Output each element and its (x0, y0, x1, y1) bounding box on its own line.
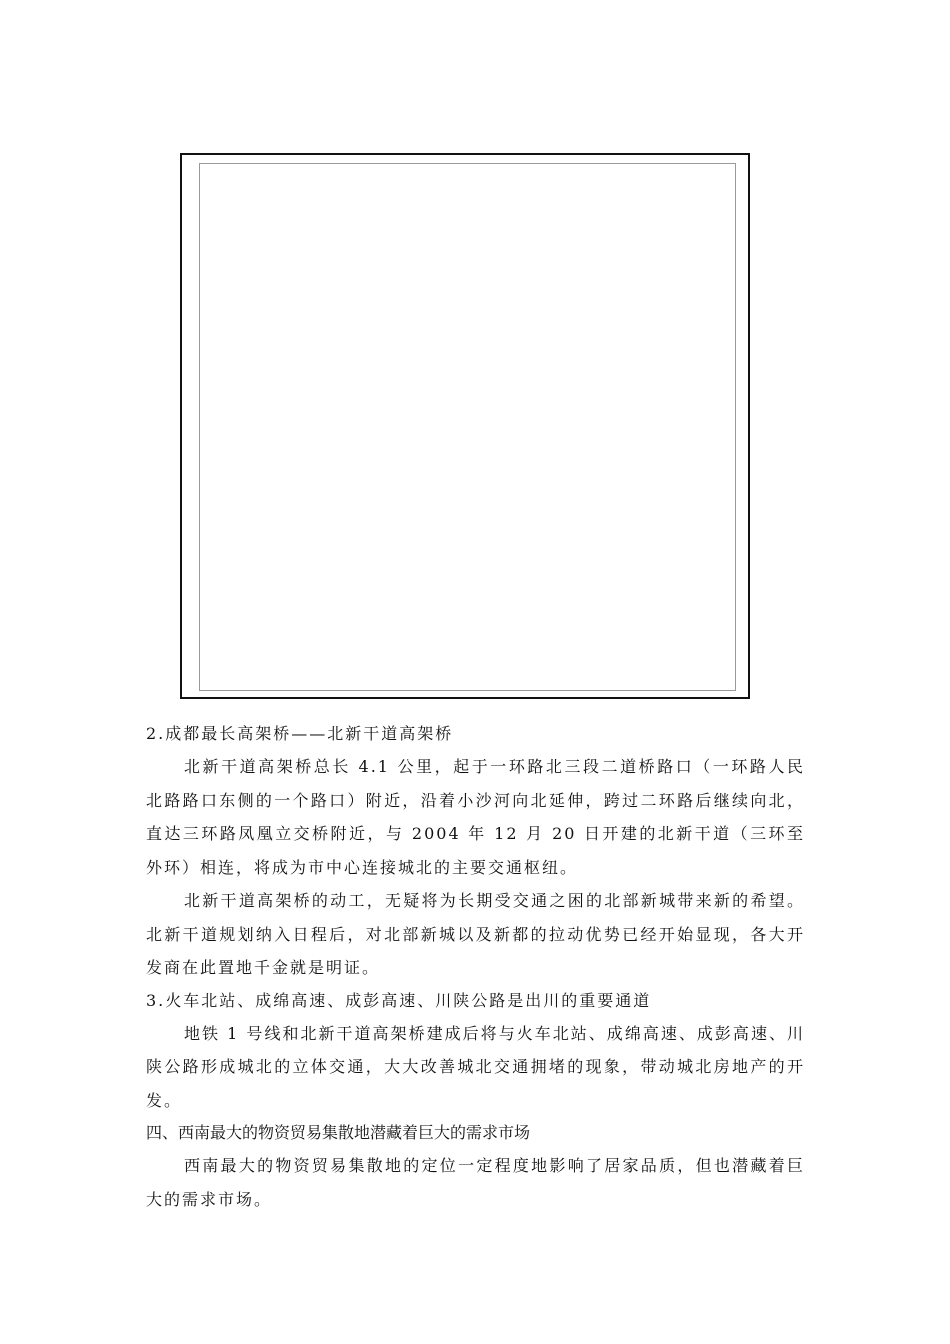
paragraph-2a: 北新干道高架桥总长 4.1 公里，起于一环路北三段二道桥路口（一环路人民北路路口东侧的一个路口）附近，沿着小沙河向北延伸，跨过二环路后继续向北，直达三环路凤凰立交桥附近，与 2004 年 12 月 20 日开建的北新干道（三环至外环）相连，将成为市中心连接城北的主要交通枢纽。 (146, 757, 805, 877)
paragraph-4: 西南最大的物资贸易集散地的定位一定程度地影响了居家品质，但也潜藏着巨大的需求市场。 (146, 1156, 805, 1209)
figure-placeholder (199, 163, 736, 691)
section-heading-3: 3.火车北站、成绵高速、成彭高速、川陕公路是出川的重要通道 (146, 990, 652, 1010)
figure-frame (180, 153, 750, 699)
section-heading-2: 2.成都最长高架桥——北新干道高架桥 (146, 724, 454, 743)
paragraph-3: 地铁 1 号线和北新干道高架桥建成后将与火车北站、成绵高速、成彭高速、川陕公路形成城北的立体交通，大大改善城北交通拥堵的现象，带动城北房地产的开发。 (146, 1023, 805, 1110)
paragraph-2b: 北新干道高架桥的动工，无疑将为长期受交通之困的北部新城带来新的希望。北新干道规划纳入日程后，对北部新城以及新都的拉动优势已经开始显现，各大开发商在此置地千金就是明证。 (146, 891, 805, 977)
document-body (146, 718, 805, 1216)
section-heading-4: 四、西南最大的物资贸易集散地潜藏着巨大的需求市场 (146, 1123, 531, 1142)
